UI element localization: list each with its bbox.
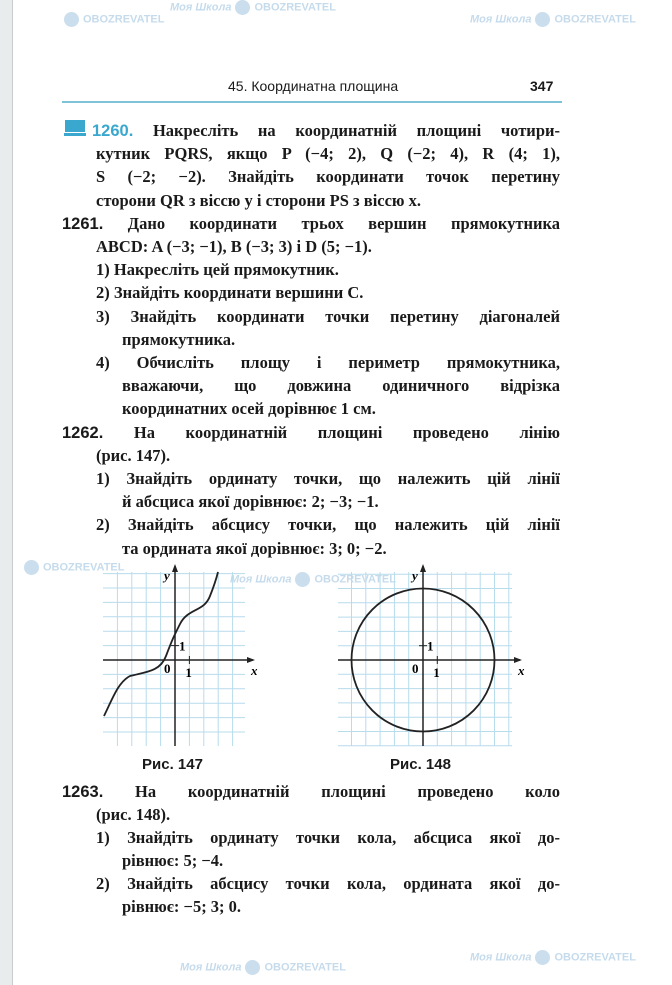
x-axis-label: x xyxy=(251,663,258,678)
problem-item: рівнює: −5; 3; 0. xyxy=(122,897,242,916)
watermark: Моя Школа OBOZREVATEL xyxy=(470,951,636,964)
problem-item: прямокутника. xyxy=(122,330,236,349)
origin-label: 0 xyxy=(412,661,419,676)
y-unit-label: 1 xyxy=(179,638,186,654)
problem-item: 1) Знайдіть ординату точки, що належить цій лінії xyxy=(96,469,560,488)
watermark: Моя Школа OBOZREVATEL xyxy=(170,1,336,14)
y-axis-arrow xyxy=(172,564,178,572)
problem-1261-line: 1261. Дано координати трьох вершин прямокутника xyxy=(62,214,560,233)
problem-1263-line: 1263. На координатній площині проведено коло xyxy=(62,782,560,801)
watermark: OBOZREVATEL xyxy=(20,560,124,575)
watermark: Моя Школа OBOZREVATEL xyxy=(470,13,636,26)
x-unit-label: 1 xyxy=(185,665,192,680)
problem-item: 2) Знайдіть абсцису точки, що належить цій лінії xyxy=(96,515,560,534)
y-unit-label: 1 xyxy=(427,638,434,654)
problem-item: 1) Накресліть цей прямокутник. xyxy=(96,260,339,279)
x-axis-label: x xyxy=(518,663,525,678)
page-number: 347 xyxy=(530,78,554,94)
header-rule xyxy=(62,101,562,103)
problem-1263-line: (рис. 148). xyxy=(96,805,171,824)
problem-1260-line: S (−2; −2). Знайдіть координати точок перетину xyxy=(96,167,560,186)
figure-147-caption: Рис. 147 xyxy=(142,756,203,773)
computer-icon xyxy=(64,119,86,137)
problem-1260-line: сторони QR з віссю y і сторони PS з віссю x. xyxy=(96,191,422,210)
problem-1260-line: кутник PQRS, якщо P (−4; 2), Q (−2; 4), R (4; 1), xyxy=(96,144,560,163)
problem-item: 1) Знайдіть ординату точки кола, абсциса якої до- xyxy=(96,828,560,847)
watermark: OBOZREVATEL xyxy=(60,12,164,27)
problem-item: координатних осей дорівнює 1 см. xyxy=(122,399,376,418)
origin-label: 0 xyxy=(164,661,171,676)
problem-1262-line: 1262. На координатній площині проведено лінію xyxy=(62,423,560,442)
problem-item: вважаючи, що довжина одиничного відрізка xyxy=(122,376,560,395)
watermark: Моя Школа OBOZREVATEL xyxy=(230,573,396,586)
problem-item: 3) Знайдіть координати точки перетину діагоналей xyxy=(96,307,560,326)
y-axis-arrow xyxy=(420,564,426,572)
y-axis-label: y xyxy=(164,568,170,583)
figure-148-caption: Рис. 148 xyxy=(390,756,451,773)
problem-item: й абсциса якої дорівнює: 2; −3; −1. xyxy=(122,492,379,511)
section-title: 45. Координатна площина xyxy=(228,78,399,94)
problem-1262-line: (рис. 147). xyxy=(96,446,171,465)
problem-item: та ордината якої дорівнює: 3; 0; −2. xyxy=(122,539,387,558)
problem-item: 2) Знайдіть координати вершини C. xyxy=(96,283,364,302)
problem-item: 2) Знайдіть абсцису точки кола, ордината якої до- xyxy=(96,874,560,893)
figure-148-graph xyxy=(334,566,525,751)
x-unit-label: 1 xyxy=(433,665,440,680)
problem-1261-line: ABCD: A (−3; −1), B (−3; 3) і D (5; −1). xyxy=(96,237,372,256)
watermark: Моя Школа OBOZREVATEL xyxy=(180,961,346,974)
figure-147-graph xyxy=(100,566,258,751)
y-axis-label: y xyxy=(412,568,418,583)
problem-item: 4) Обчисліть площу і периметр прямокутника, xyxy=(96,353,560,372)
page-edge xyxy=(0,0,13,985)
problem-item: рівнює: 5; −4. xyxy=(122,851,224,870)
problem-1260-line: 1260. Накресліть на координатній площині чотири- xyxy=(92,121,560,140)
